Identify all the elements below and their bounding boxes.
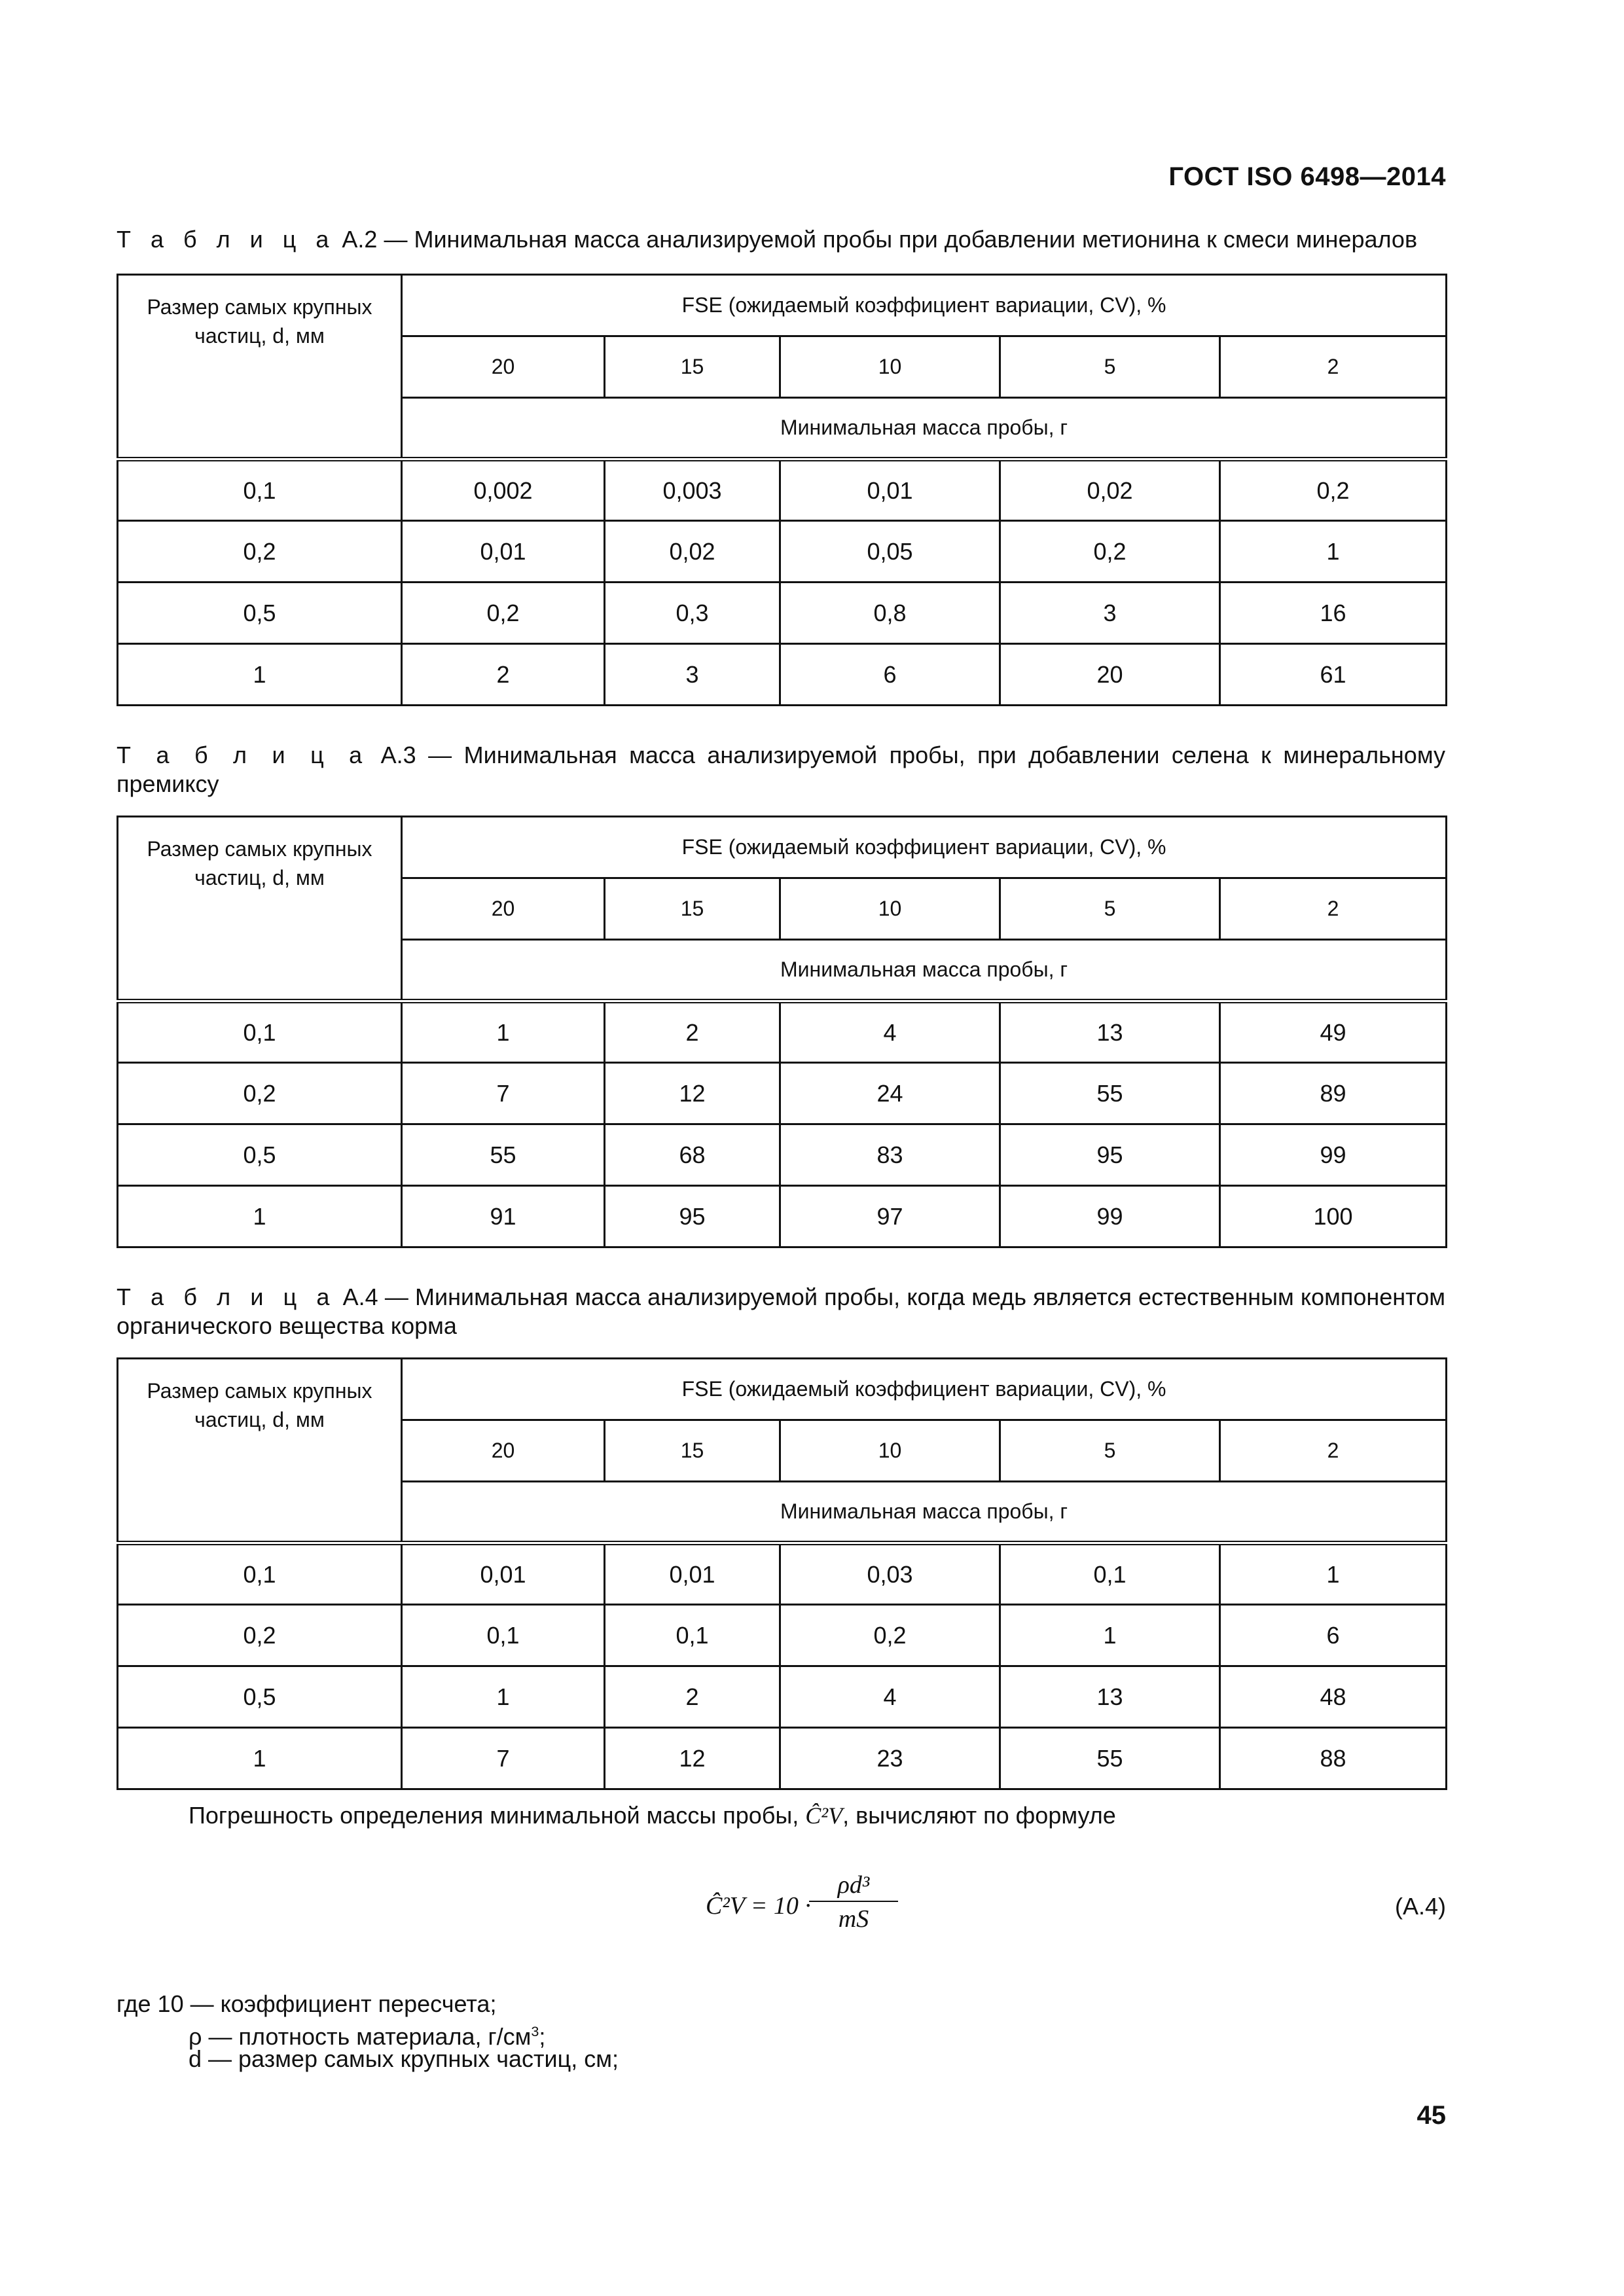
fse-header: FSE (ожидаемый коэффициент вариации, CV), % <box>402 1359 1447 1420</box>
page-number: 45 <box>1416 2101 1446 2130</box>
data-table <box>117 1357 1447 1790</box>
mass-header: Минимальная масса пробы, г <box>402 1482 1447 1543</box>
table-caption-text: А.4 — Минимальная масса анализируемой пробы, когда медь является естественным компонентом органического вещества корма <box>117 1283 1445 1339</box>
mass-cell: 4 <box>780 1666 1000 1728</box>
corner-header: Размер самых крупных частиц, d, мм <box>118 275 402 459</box>
particle-size-cell: 0,5 <box>118 1666 402 1728</box>
mass-cell: 0,1 <box>605 1605 780 1666</box>
mass-cell: 88 <box>1220 1728 1447 1789</box>
mass-cell: 55 <box>1000 1063 1220 1124</box>
table-row <box>118 583 1447 644</box>
table-row <box>118 1063 1447 1124</box>
formula-numerator: ρd³ <box>837 1871 870 1899</box>
table-caption-text: А.2 — Минимальная масса анализируемой пробы при добавлении метионина к смеси минералов <box>342 226 1418 253</box>
mass-cell: 2 <box>402 644 605 706</box>
table-row <box>118 1124 1447 1186</box>
formula-fraction <box>809 1871 898 1933</box>
table-caption-label: Т а б л и ц а <box>117 1283 336 1310</box>
fse-value-header: 20 <box>402 1420 605 1482</box>
where-line-3: d — размер самых крупных частиц, см; <box>189 2045 619 2072</box>
table-caption-label: Т а б л и ц а <box>117 226 336 253</box>
document-code: ГОСТ ISO 6498—2014 <box>1168 162 1446 191</box>
mass-cell: 7 <box>402 1728 605 1789</box>
fse-value-header: 2 <box>1220 878 1447 940</box>
intro-text: Погрешность определения минимальной массы пробы, <box>189 1802 806 1829</box>
particle-size-cell: 0,2 <box>118 1605 402 1666</box>
mass-cell: 68 <box>605 1124 780 1186</box>
mass-cell: 6 <box>780 644 1000 706</box>
fse-value-header: 10 <box>780 336 1000 398</box>
mass-cell: 99 <box>1220 1124 1447 1186</box>
table-row <box>118 1001 1447 1063</box>
mass-cell: 89 <box>1220 1063 1447 1124</box>
data-table <box>117 274 1447 706</box>
mass-cell: 3 <box>605 644 780 706</box>
fse-value-header: 5 <box>1000 336 1220 398</box>
table-row <box>118 1666 1447 1728</box>
particle-size-cell: 1 <box>118 1186 402 1247</box>
mass-cell: 0,003 <box>605 459 780 521</box>
mass-cell: 0,8 <box>780 583 1000 644</box>
mass-cell: 1 <box>1220 1543 1447 1605</box>
mass-cell: 100 <box>1220 1186 1447 1247</box>
particle-size-cell: 0,2 <box>118 1063 402 1124</box>
mass-cell: 97 <box>780 1186 1000 1247</box>
mass-cell: 0,02 <box>605 521 780 583</box>
table-row <box>118 1728 1447 1789</box>
mass-cell: 55 <box>402 1124 605 1186</box>
formula-intro <box>189 1801 1116 1830</box>
table-caption-text: А.3 — Минимальная масса анализируемой пробы, при добавлении селена к минеральному премиксу <box>117 742 1445 797</box>
table-row <box>118 1186 1447 1247</box>
mass-cell: 20 <box>1000 644 1220 706</box>
mass-cell: 0,05 <box>780 521 1000 583</box>
particle-size-cell: 0,1 <box>118 1001 402 1063</box>
mass-header: Минимальная масса пробы, г <box>402 398 1447 459</box>
table-row <box>118 521 1447 583</box>
fse-value-header: 10 <box>780 878 1000 940</box>
fse-value-header: 20 <box>402 878 605 940</box>
mass-cell: 7 <box>402 1063 605 1124</box>
fse-value-header: 5 <box>1000 1420 1220 1482</box>
particle-size-cell: 0,1 <box>118 459 402 521</box>
mass-cell: 95 <box>1000 1124 1220 1186</box>
mass-cell: 55 <box>1000 1728 1220 1789</box>
where-line-2-end: ; <box>539 2023 546 2050</box>
mass-cell: 13 <box>1000 1666 1220 1728</box>
mass-cell: 24 <box>780 1063 1000 1124</box>
table-row <box>118 459 1447 521</box>
mass-cell: 0,2 <box>402 583 605 644</box>
superscript: 3 <box>531 2023 539 2039</box>
particle-size-cell: 0,5 <box>118 583 402 644</box>
mass-cell: 0,01 <box>780 459 1000 521</box>
table-caption <box>117 225 1445 254</box>
particle-size-cell: 1 <box>118 1728 402 1789</box>
mass-cell: 4 <box>780 1001 1000 1063</box>
mass-cell: 0,2 <box>1220 459 1447 521</box>
fse-header: FSE (ожидаемый коэффициент вариации, CV), % <box>402 817 1447 878</box>
fse-value-header: 10 <box>780 1420 1000 1482</box>
intro-text-end: , вычисляют по формуле <box>842 1802 1116 1829</box>
table-row <box>118 1605 1447 1666</box>
mass-cell: 2 <box>605 1666 780 1728</box>
fse-value-header: 15 <box>605 336 780 398</box>
mass-cell: 12 <box>605 1728 780 1789</box>
mass-cell: 13 <box>1000 1001 1220 1063</box>
formula-lhs: Ĉ²V = 10 · <box>706 1892 811 1920</box>
mass-cell: 1 <box>1220 521 1447 583</box>
fse-value-header: 2 <box>1220 336 1447 398</box>
particle-size-cell: 0,5 <box>118 1124 402 1186</box>
corner-header: Размер самых крупных частиц, d, мм <box>118 817 402 1001</box>
fse-value-header: 2 <box>1220 1420 1447 1482</box>
formula-denominator: mS <box>838 1905 869 1933</box>
fse-value-header: 5 <box>1000 878 1220 940</box>
mass-cell: 1 <box>402 1001 605 1063</box>
table-caption-label: Т а б л и ц а <box>117 742 369 768</box>
particle-size-cell: 1 <box>118 644 402 706</box>
mass-cell: 1 <box>402 1666 605 1728</box>
mass-cell: 83 <box>780 1124 1000 1186</box>
cv-symbol: Ĉ²V <box>805 1803 843 1829</box>
mass-cell: 0,02 <box>1000 459 1220 521</box>
mass-cell: 1 <box>1000 1605 1220 1666</box>
mass-cell: 91 <box>402 1186 605 1247</box>
mass-cell: 0,01 <box>402 1543 605 1605</box>
mass-cell: 12 <box>605 1063 780 1124</box>
table-caption <box>117 741 1445 798</box>
corner-header: Размер самых крупных частиц, d, мм <box>118 1359 402 1543</box>
data-table <box>117 816 1447 1248</box>
mass-cell: 0,3 <box>605 583 780 644</box>
mass-header: Минимальная масса пробы, г <box>402 940 1447 1001</box>
mass-cell: 48 <box>1220 1666 1447 1728</box>
mass-cell: 0,1 <box>402 1605 605 1666</box>
mass-cell: 16 <box>1220 583 1447 644</box>
mass-cell: 0,2 <box>780 1605 1000 1666</box>
mass-cell: 6 <box>1220 1605 1447 1666</box>
table-row <box>118 1543 1447 1605</box>
mass-cell: 0,01 <box>402 521 605 583</box>
table-row <box>118 644 1447 706</box>
table-caption <box>117 1283 1445 1340</box>
mass-cell: 23 <box>780 1728 1000 1789</box>
particle-size-cell: 0,1 <box>118 1543 402 1605</box>
where-line-1: где 10 — коэффициент пересчета; <box>117 1990 497 2017</box>
particle-size-cell: 0,2 <box>118 521 402 583</box>
mass-cell: 0,1 <box>1000 1543 1220 1605</box>
mass-cell: 99 <box>1000 1186 1220 1247</box>
mass-cell: 0,03 <box>780 1543 1000 1605</box>
fse-value-header: 20 <box>402 336 605 398</box>
where-line-2-text: ρ — плотность материала, г/см <box>189 2023 532 2050</box>
fse-header: FSE (ожидаемый коэффициент вариации, CV), % <box>402 275 1447 336</box>
mass-cell: 0,002 <box>402 459 605 521</box>
fse-value-header: 15 <box>605 1420 780 1482</box>
mass-cell: 0,01 <box>605 1543 780 1605</box>
mass-cell: 0,2 <box>1000 521 1220 583</box>
fse-value-header: 15 <box>605 878 780 940</box>
mass-cell: 49 <box>1220 1001 1447 1063</box>
mass-cell: 3 <box>1000 583 1220 644</box>
mass-cell: 2 <box>605 1001 780 1063</box>
mass-cell: 95 <box>605 1186 780 1247</box>
mass-cell: 61 <box>1220 644 1447 706</box>
equation-number: (А.4) <box>1394 1893 1446 1920</box>
